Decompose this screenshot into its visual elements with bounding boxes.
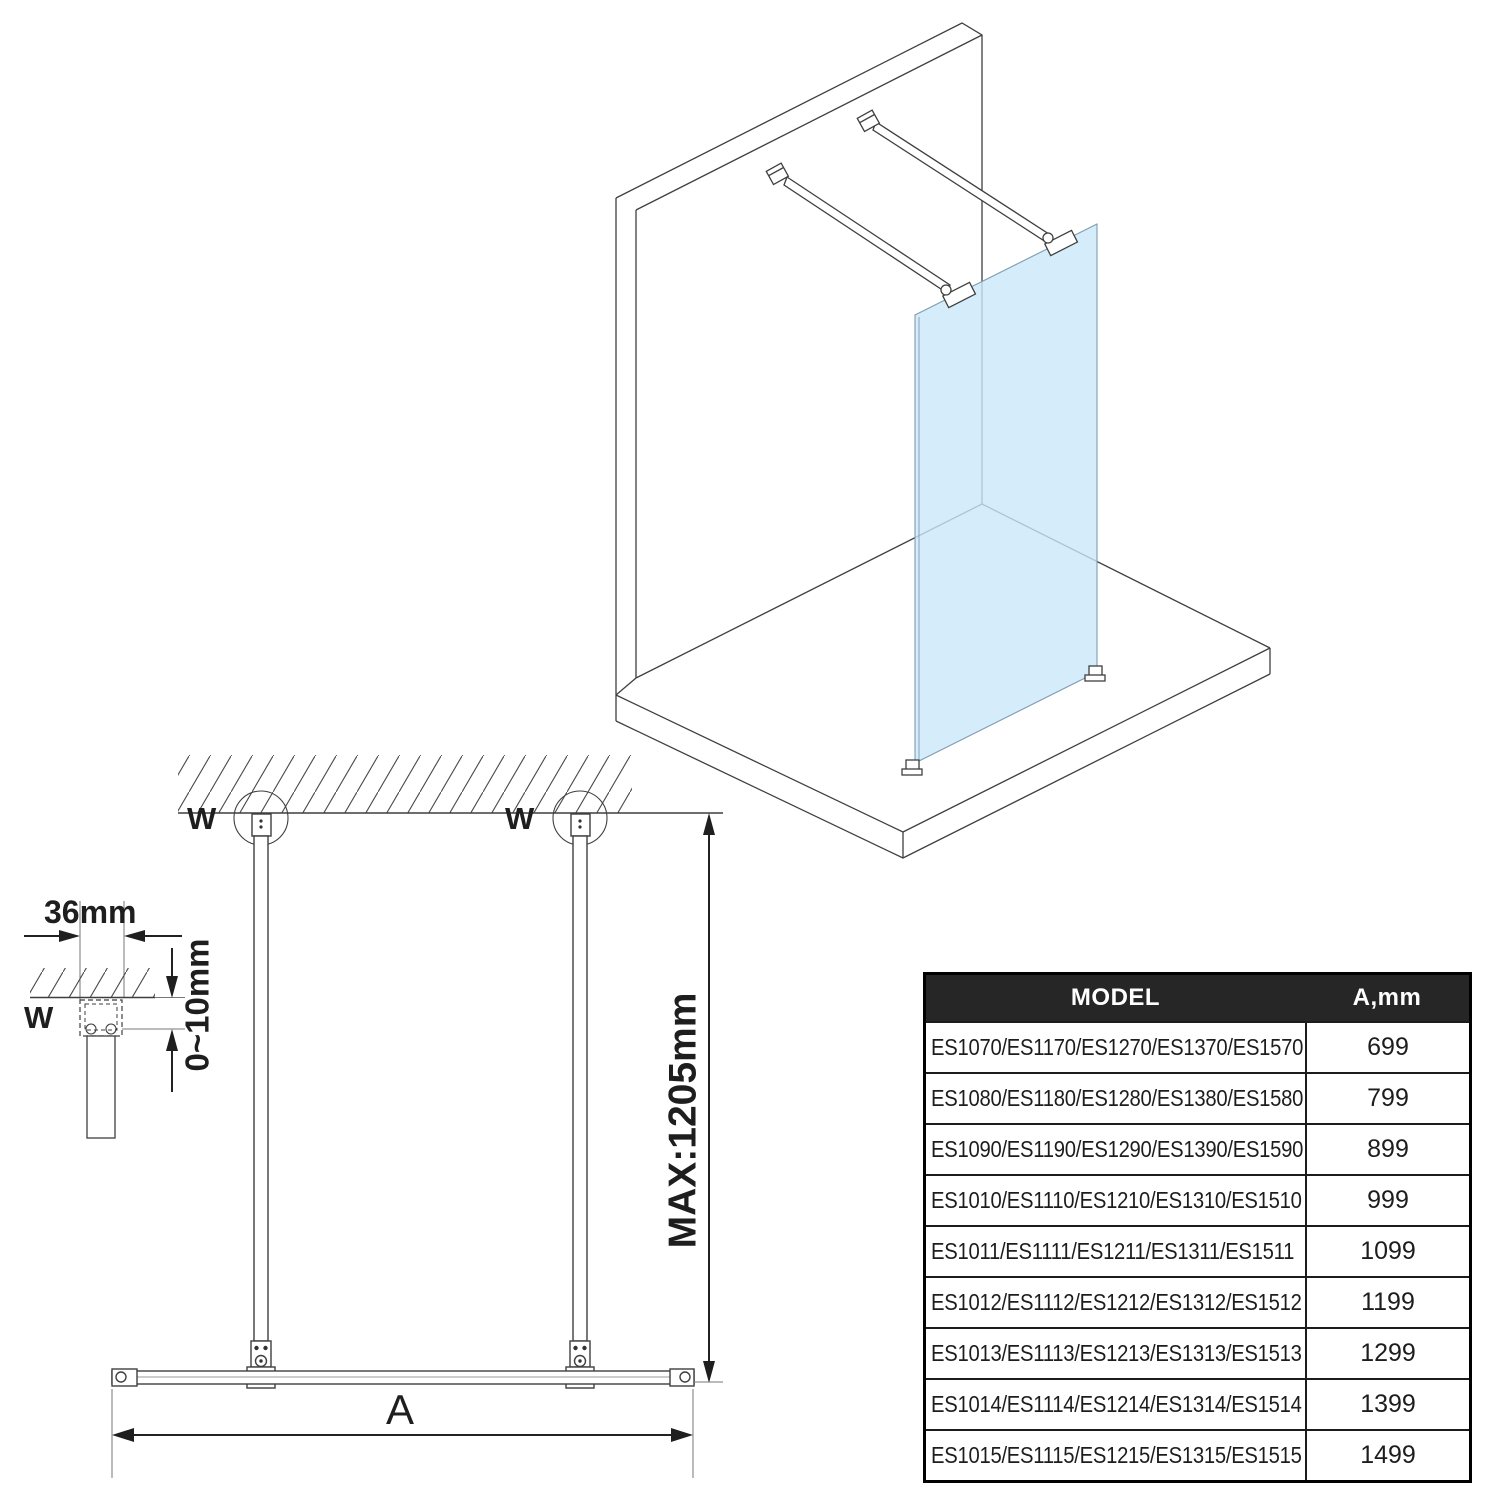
arrow-right-icon — [671, 1428, 693, 1442]
model-codes: ES1010/ES1110/ES1210/ES1310/ES1510 — [931, 1187, 1302, 1213]
glass-foot-left — [902, 760, 922, 775]
a-value: 1099 — [1305, 1227, 1469, 1276]
max-height-label: MAX:1205mm — [661, 992, 705, 1249]
arrow-down-icon — [703, 1361, 715, 1383]
model-codes: ES1014/ES1114/ES1214/ES1314/ES1514 — [931, 1391, 1302, 1417]
model-codes: ES1012/ES1112/ES1212/ES1312/ES1512 — [931, 1289, 1302, 1315]
model-codes: ES1090/ES1190/ES1290/ES1390/ES1590 — [931, 1136, 1304, 1162]
a-value: 1499 — [1305, 1431, 1469, 1480]
isometric-view — [616, 23, 1270, 858]
table-row — [926, 1072, 1469, 1123]
model-codes: ES1080/ES1180/ES1280/ES1380/ES1580 — [931, 1085, 1304, 1111]
column-header-a-mm: A,mm — [1352, 984, 1422, 1011]
table-row — [926, 1021, 1469, 1072]
gap-label: 0~10mm — [178, 938, 216, 1072]
a-value: 1199 — [1305, 1278, 1469, 1327]
arrow-down-icon — [166, 976, 178, 998]
column-header-model: MODEL — [1070, 984, 1161, 1011]
wall-label-left: W — [187, 801, 217, 836]
a-value: 699 — [1305, 1023, 1469, 1072]
table-row — [926, 1276, 1469, 1327]
arrow-right-icon — [59, 930, 80, 942]
arrow-up-icon — [703, 813, 715, 835]
table-row — [926, 1123, 1469, 1174]
iso-support-bar-back — [857, 110, 1052, 244]
arrow-left-icon — [124, 930, 145, 942]
arrow-up-icon — [166, 1029, 178, 1051]
table-row — [926, 1225, 1469, 1276]
iso-support-bar-front — [766, 163, 950, 293]
a-value: 999 — [1305, 1176, 1469, 1225]
model-codes: ES1015/ES1115/ES1215/ES1315/ES1515 — [931, 1442, 1302, 1468]
spec-table — [923, 972, 1472, 1483]
front-view-drawing — [112, 755, 723, 1478]
ceiling-bracket-hidden — [80, 1000, 185, 1036]
bracket-width-label: 36mm — [44, 894, 137, 930]
table-row — [926, 1429, 1469, 1480]
a-value: 799 — [1305, 1074, 1469, 1123]
gap-dimension — [166, 948, 178, 1092]
model-codes: ES1013/ES1113/ES1213/ES1313/ES1513 — [931, 1340, 1302, 1366]
width-dimension-label: A — [386, 1386, 415, 1433]
model-codes: ES1011/ES1111/ES1211/ES1311/ES1511 — [931, 1238, 1295, 1264]
arrow-left-icon — [112, 1428, 134, 1442]
a-value: 1399 — [1305, 1380, 1469, 1429]
pole-stub — [87, 1036, 115, 1138]
spec-table-header — [926, 975, 1469, 1021]
support-pole-right — [566, 814, 594, 1388]
glass-top-profile-bar — [112, 1369, 694, 1386]
model-codes: ES1070/ES1170/ES1270/ES1370/ES1570 — [931, 1034, 1304, 1060]
table-row — [926, 1378, 1469, 1429]
table-row — [926, 1174, 1469, 1225]
a-value: 1299 — [1305, 1329, 1469, 1378]
table-row — [926, 1327, 1469, 1378]
a-value: 899 — [1305, 1125, 1469, 1174]
ceiling-hatch — [178, 755, 723, 813]
wall-label-right: W — [505, 801, 535, 836]
support-pole-left — [247, 814, 275, 1388]
wall-label-detail: W — [24, 1000, 54, 1035]
iso-glass-panel — [915, 224, 1097, 763]
